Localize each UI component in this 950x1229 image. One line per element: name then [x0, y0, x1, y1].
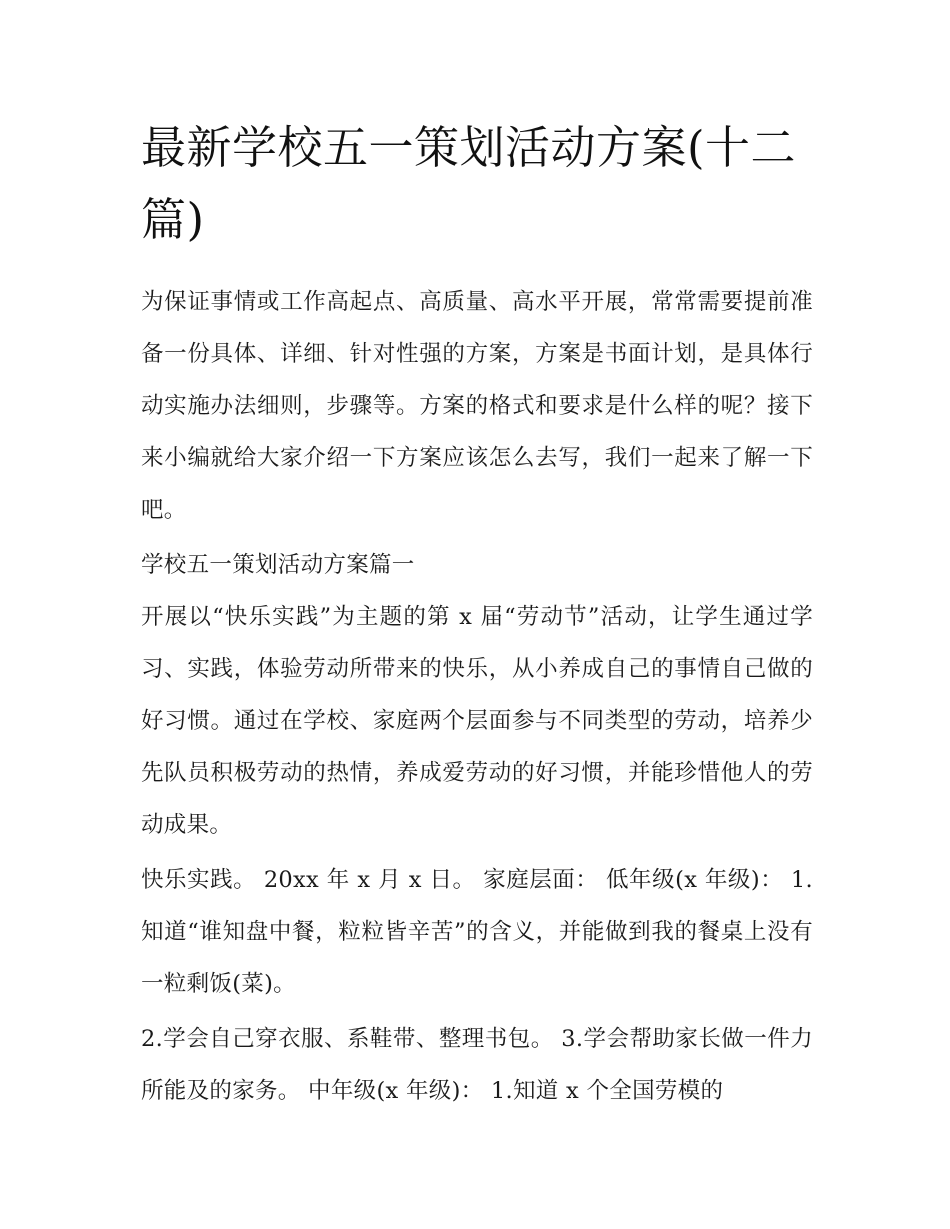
document-title: 最新学校五一策划活动方案(十二篇): [141, 121, 797, 246]
activity-tasks-paragraph: 2.学会自己穿衣服、系鞋带、整理书包。 3.学会帮助家长做一件力所能及的家务。 中年级(x 年级)： 1.知道 x 个全国劳模的: [141, 1026, 813, 1104]
document-body: [141, 112, 813, 1120]
section-heading: 学校五一策划活动方案篇一: [141, 552, 415, 578]
activity-purpose-paragraph: 开展以“快乐实践”为主题的第 x 届“劳动节”活动，让学生通过学习、实践，体验劳动所带来的快乐，从小养成自己的事情自己做的好习惯。通过在学校、家庭两个层面参与不同类型的劳动，培养少先队员积极劳动的热情，养成爱劳动的好习惯，并能珍惜他人的劳动成果。: [141, 604, 813, 838]
intro-paragraph: 为保证事情或工作高起点、高质量、高水平开展，常常需要提前准备一份具体、详细、针对性强的方案，方案是书面计划，是具体行动实施办法细则，步骤等。方案的格式和要求是什么样的呢？接下来小编就给大家介绍一下方案应该怎么去写，我们一起来了解一下吧。: [141, 289, 813, 523]
activity-details-paragraph: 快乐实践。 20xx 年 x 月 x 日。 家庭层面： 低年级(x 年级)： 1.知道“谁知盘中餐，粒粒皆辛苦”的含义，并能做到我的餐桌上没有一粒剩饭(菜)。: [141, 867, 813, 997]
